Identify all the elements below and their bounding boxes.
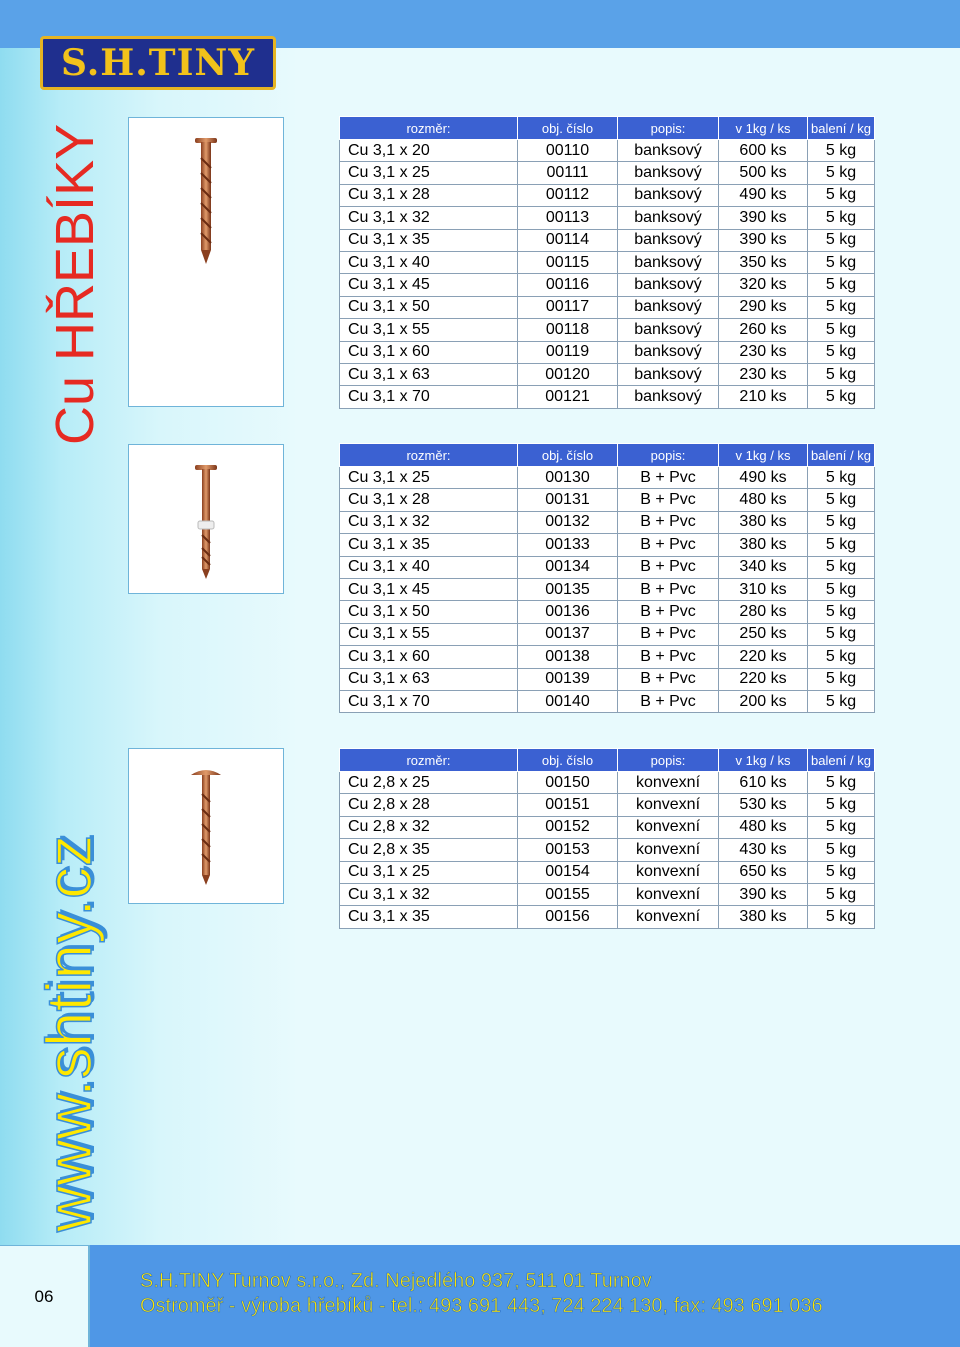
table-cell: 00154 (518, 861, 618, 883)
footer-address: S.H.TINY Turnov s.r.o., Zd. Nejedlého 937, 511 01 Turnov (140, 1270, 652, 1292)
table-cell: Cu 3,1 x 60 (340, 341, 518, 363)
table-row (340, 511, 875, 533)
table-cell: Cu 3,1 x 35 (340, 229, 518, 251)
table-cell: 5 kg (808, 386, 875, 408)
table-cell: B + Pvc (618, 578, 719, 600)
table-row (340, 668, 875, 690)
table-cell: Cu 3,1 x 50 (340, 601, 518, 623)
table-cell: Cu 2,8 x 28 (340, 794, 518, 816)
table-cell: 230 ks (719, 341, 808, 363)
table-cell: 5 kg (808, 296, 875, 318)
table-cell: 500 ks (719, 162, 808, 184)
column-header: balení / kg (808, 749, 875, 772)
table-cell: 00138 (518, 646, 618, 668)
table-cell: konvexní (618, 883, 719, 905)
table-cell: banksový (618, 296, 719, 318)
table-cell: Cu 3,1 x 20 (340, 140, 518, 162)
table-cell: Cu 3,1 x 45 (340, 274, 518, 296)
table-cell: banksový (618, 386, 719, 408)
column-header: obj. číslo (518, 117, 618, 140)
table-cell: Cu 3,1 x 25 (340, 861, 518, 883)
page-number: 06 (0, 1245, 90, 1347)
table-cell: Cu 3,1 x 45 (340, 578, 518, 600)
table-cell: B + Pvc (618, 646, 719, 668)
table-cell: 5 kg (808, 601, 875, 623)
table-cell: B + Pvc (618, 511, 719, 533)
table-cell: Cu 3,1 x 25 (340, 467, 518, 489)
table-row (340, 363, 875, 385)
table-cell: Cu 3,1 x 60 (340, 646, 518, 668)
column-header: v 1kg / ks (719, 117, 808, 140)
column-header: balení / kg (808, 444, 875, 467)
table-row (340, 794, 875, 816)
table-cell: 00133 (518, 534, 618, 556)
table-cell: B + Pvc (618, 467, 719, 489)
table-cell: 210 ks (719, 386, 808, 408)
product-photo-konvexni (128, 748, 284, 904)
column-header: popis: (618, 749, 719, 772)
table-banksovy (339, 116, 875, 409)
table-cell: 610 ks (719, 772, 808, 794)
table-cell: 00110 (518, 140, 618, 162)
table-cell: Cu 3,1 x 25 (340, 162, 518, 184)
table-cell: 00135 (518, 578, 618, 600)
table-cell: 380 ks (719, 906, 808, 928)
table-cell: 00150 (518, 772, 618, 794)
table-cell: 220 ks (719, 668, 808, 690)
table-cell: 530 ks (719, 794, 808, 816)
table-row (340, 906, 875, 928)
table-cell: 320 ks (719, 274, 808, 296)
table-cell: 5 kg (808, 794, 875, 816)
footer (0, 1245, 960, 1347)
table-row (340, 162, 875, 184)
table-cell: 390 ks (719, 229, 808, 251)
table-cell: 600 ks (719, 140, 808, 162)
table-row (340, 646, 875, 668)
table-cell: 350 ks (719, 251, 808, 273)
table-cell: Cu 3,1 x 63 (340, 363, 518, 385)
table-cell: 390 ks (719, 883, 808, 905)
website-link[interactable]: www.shtiny.cz (33, 834, 105, 1232)
table-cell: 00112 (518, 184, 618, 206)
table-cell: banksový (618, 251, 719, 273)
table-cell: 5 kg (808, 816, 875, 838)
table-cell: Cu 3,1 x 32 (340, 883, 518, 905)
table-cell: 00136 (518, 601, 618, 623)
table-cell: konvexní (618, 816, 719, 838)
table-cell: Cu 3,1 x 50 (340, 296, 518, 318)
table-cell: 5 kg (808, 861, 875, 883)
table-cell: 5 kg (808, 511, 875, 533)
table-cell: 5 kg (808, 184, 875, 206)
table-row (340, 251, 875, 273)
table-cell: Cu 3,1 x 55 (340, 623, 518, 645)
table-cell: 5 kg (808, 319, 875, 341)
copper-nail-pvc-icon (129, 445, 285, 595)
table-konvexni (339, 748, 875, 929)
table-cell: 5 kg (808, 623, 875, 645)
table-cell: 5 kg (808, 556, 875, 578)
table-header-row (340, 749, 875, 772)
table-cell: 00152 (518, 816, 618, 838)
table-row (340, 319, 875, 341)
table-cell: 5 kg (808, 883, 875, 905)
table-cell: Cu 3,1 x 40 (340, 556, 518, 578)
table-row (340, 184, 875, 206)
table-cell: Cu 2,8 x 35 (340, 839, 518, 861)
table-cell: konvexní (618, 794, 719, 816)
table-cell: banksový (618, 319, 719, 341)
table-cell: 5 kg (808, 207, 875, 229)
table-cell: 490 ks (719, 184, 808, 206)
table-cell: 00116 (518, 274, 618, 296)
table-cell: 480 ks (719, 489, 808, 511)
table-cell: 00117 (518, 296, 618, 318)
table-cell: 310 ks (719, 578, 808, 600)
column-header: rozměr: (340, 444, 518, 467)
table-cell: 5 kg (808, 363, 875, 385)
table-cell: 00139 (518, 668, 618, 690)
table-cell: banksový (618, 184, 719, 206)
table-row (340, 601, 875, 623)
table-cell: 00113 (518, 207, 618, 229)
table-cell: Cu 3,1 x 70 (340, 386, 518, 408)
table-cell: 5 kg (808, 839, 875, 861)
table-row (340, 772, 875, 794)
table-cell: 430 ks (719, 839, 808, 861)
table-cell: banksový (618, 140, 719, 162)
table-row (340, 229, 875, 251)
table-row (340, 207, 875, 229)
table-cell: Cu 3,1 x 32 (340, 207, 518, 229)
table-cell: Cu 3,1 x 55 (340, 319, 518, 341)
table-cell: 5 kg (808, 229, 875, 251)
table-cell: 390 ks (719, 207, 808, 229)
table-cell: konvexní (618, 772, 719, 794)
table-cell: 00155 (518, 883, 618, 905)
table-cell: 5 kg (808, 489, 875, 511)
table-cell: 5 kg (808, 534, 875, 556)
column-header: v 1kg / ks (719, 444, 808, 467)
table-cell: 280 ks (719, 601, 808, 623)
table-row (340, 341, 875, 363)
table-cell: banksový (618, 341, 719, 363)
table-cell: 490 ks (719, 467, 808, 489)
table-cell: B + Pvc (618, 623, 719, 645)
table-cell: 5 kg (808, 906, 875, 928)
table-row (340, 386, 875, 408)
table-cell: 00111 (518, 162, 618, 184)
table-cell: Cu 3,1 x 63 (340, 668, 518, 690)
table-cell: Cu 3,1 x 40 (340, 251, 518, 273)
table-row (340, 534, 875, 556)
table-row (340, 556, 875, 578)
column-header: popis: (618, 444, 719, 467)
table-header-row (340, 444, 875, 467)
table-cell: 00132 (518, 511, 618, 533)
table-cell: banksový (618, 207, 719, 229)
table-cell: 230 ks (719, 363, 808, 385)
column-header: v 1kg / ks (719, 749, 808, 772)
table-cell: 290 ks (719, 296, 808, 318)
table-row (340, 690, 875, 712)
table-row (340, 578, 875, 600)
table-cell: 340 ks (719, 556, 808, 578)
table-header-row (340, 117, 875, 140)
table-cell: Cu 3,1 x 35 (340, 906, 518, 928)
table-cell: 00119 (518, 341, 618, 363)
table-row (340, 839, 875, 861)
table-cell: 200 ks (719, 690, 808, 712)
table-row (340, 296, 875, 318)
product-photo-pvc (128, 444, 284, 594)
table-cell: konvexní (618, 861, 719, 883)
table-cell: 480 ks (719, 816, 808, 838)
table-cell: B + Pvc (618, 556, 719, 578)
table-cell: 5 kg (808, 467, 875, 489)
table-cell: 00156 (518, 906, 618, 928)
copper-nail-icon (129, 118, 285, 408)
column-header: obj. číslo (518, 444, 618, 467)
table-cell: 5 kg (808, 668, 875, 690)
table-cell: banksový (618, 274, 719, 296)
table-cell: 380 ks (719, 511, 808, 533)
table-cell: 5 kg (808, 690, 875, 712)
table-cell: 00131 (518, 489, 618, 511)
table-cell: 00153 (518, 839, 618, 861)
column-header: popis: (618, 117, 719, 140)
table-cell: 00120 (518, 363, 618, 385)
section-title: Cu HŘEBÍKY (45, 123, 105, 445)
table-pvc (339, 443, 875, 713)
table-cell: 650 ks (719, 861, 808, 883)
table-cell: 00130 (518, 467, 618, 489)
table-cell: B + Pvc (618, 601, 719, 623)
table-cell: 260 ks (719, 319, 808, 341)
table-row (340, 489, 875, 511)
column-header: balení / kg (808, 117, 875, 140)
table-cell: konvexní (618, 906, 719, 928)
column-header: obj. číslo (518, 749, 618, 772)
table-cell: banksový (618, 162, 719, 184)
footer-contact: Ostroměř - výroba hřebíků - tel.: 493 691 443, 724 224 130, fax: 493 691 036 (140, 1295, 823, 1317)
table-cell: B + Pvc (618, 489, 719, 511)
table-cell: 220 ks (719, 646, 808, 668)
table-cell: B + Pvc (618, 668, 719, 690)
table-cell: 00115 (518, 251, 618, 273)
table-cell: 5 kg (808, 341, 875, 363)
table-cell: 00121 (518, 386, 618, 408)
table-cell: 5 kg (808, 646, 875, 668)
table-cell: Cu 3,1 x 28 (340, 184, 518, 206)
table-row (340, 861, 875, 883)
table-cell: 5 kg (808, 251, 875, 273)
table-cell: 00134 (518, 556, 618, 578)
copper-nail-convex-icon (129, 749, 285, 905)
product-photo-banksovy (128, 117, 284, 407)
column-header: rozměr: (340, 749, 518, 772)
table-row (340, 140, 875, 162)
logo-text: S.H.TINY (60, 42, 256, 84)
table-cell: Cu 3,1 x 35 (340, 534, 518, 556)
table-cell: 00151 (518, 794, 618, 816)
table-cell: 5 kg (808, 772, 875, 794)
table-cell: 250 ks (719, 623, 808, 645)
table-cell: banksový (618, 229, 719, 251)
table-cell: B + Pvc (618, 690, 719, 712)
table-row (340, 816, 875, 838)
table-cell: Cu 3,1 x 70 (340, 690, 518, 712)
table-cell: konvexní (618, 839, 719, 861)
table-cell: 00118 (518, 319, 618, 341)
table-cell: 00137 (518, 623, 618, 645)
table-cell: B + Pvc (618, 534, 719, 556)
column-header: rozměr: (340, 117, 518, 140)
table-row (340, 623, 875, 645)
table-cell: Cu 3,1 x 28 (340, 489, 518, 511)
company-logo (40, 36, 276, 90)
table-row (340, 883, 875, 905)
table-cell: 5 kg (808, 274, 875, 296)
table-cell: Cu 3,1 x 32 (340, 511, 518, 533)
table-cell: 5 kg (808, 140, 875, 162)
table-cell: 5 kg (808, 162, 875, 184)
table-cell: 380 ks (719, 534, 808, 556)
table-cell: 00140 (518, 690, 618, 712)
table-cell: Cu 2,8 x 32 (340, 816, 518, 838)
table-cell: Cu 2,8 x 25 (340, 772, 518, 794)
table-cell: 00114 (518, 229, 618, 251)
table-row (340, 274, 875, 296)
table-cell: 5 kg (808, 578, 875, 600)
table-row (340, 467, 875, 489)
table-cell: banksový (618, 363, 719, 385)
